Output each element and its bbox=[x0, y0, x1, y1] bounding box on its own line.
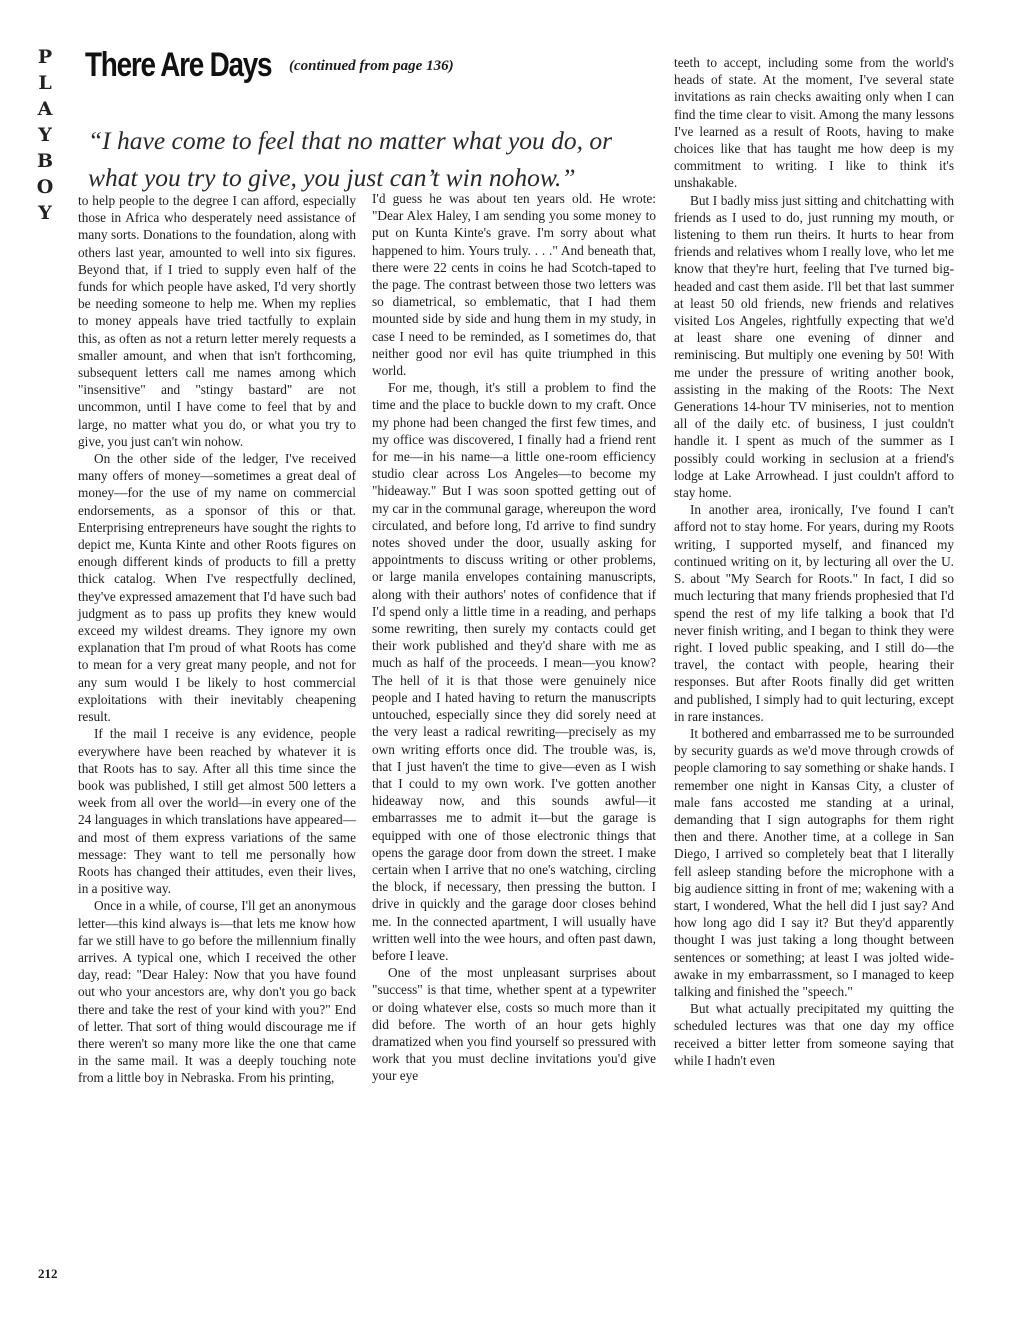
page-number: 212 bbox=[38, 1266, 58, 1281]
masthead-letter: O bbox=[36, 176, 54, 198]
paragraph: It bothered and embarrassed me to be surrounded by security guards as we'd move through crowds of people clamoring to say something or shake hands. I remember one night in Kansas City, a cluster of male fans accosted me standing at a urinal, demanding that I sign autographs for them right then and there. Another time, at a college in San Diego, I arrived so completely beat that I literally fell asleep standing before the microphone with a big audience sitting in front of me; wakening with a start, I wondered, What the hell did I just say? And how long ago did I say it? But they'd apparently thought I was just taking a long thought between sentences or something; at least I was jolted wide-awake in my embarrassment, so I managed to keep talking and finished the "speech." bbox=[674, 725, 954, 999]
article-title: There Are Days bbox=[85, 46, 272, 84]
paragraph: One of the most unpleasant surprises about "success" is that time, whether spent at a typewriter or doing whatever else, costs so much more than it did before. The worth of an hour gets highly dramatized when you find yourself so pressured with work that you must decline invitations you'd give your eye bbox=[372, 965, 656, 1084]
paragraph: For me, though, it's still a problem to find the time and the place to buckle down to my craft. Once my phone had been changed the first few times, and my office was discovered, I finally had a friend rent for me—in his name—a little one-room efficiency studio clear across Los Angeles—to become my "hideaway." But I was soon spotted getting out of my car in the communal garage, whereupon the word circulated, and before long, I'd arrive to find sundry notes shoved under the door, usually asking for appointments to discuss writing or other problems, or large manila envelopes containing manuscripts, along with their authors' notes of confidence that if I'd spend only a little time in a reading, and perhaps some rewriting, then surely my contacts could get their work published and they'd share with me as much as half of the proceeds. I mean—you know? The hell of it is that those were genuinely nice people and I hated having to return the manuscripts untouched, especially since they did sorely need at the very least a radical rewriting—precisely as my own writing efforts once did. The trouble was, is, that I just haven't the time to give—even as I wish that I could to my own work. I've gotten another hideaway now, and this sounds awful—it embarrasses me to admit it—but the garage is equipped with one of those electronic things that opens the garage door from down the street. I make certain when I arrive that no one's watching, circling the block, if necessary, then pressing the button. I drive in quickly and the garage door closes behind me. In the connected apartment, I will usually have written well into the wee hours, and often past dawn, before I leave. bbox=[372, 380, 656, 963]
masthead-letter: Y bbox=[38, 202, 52, 224]
paragraph: But I badly miss just sitting and chitchatting with friends as I used to do, just running my mouth, or listening to them run theirs. It hurts to hear from friends and relatives whom I really love, who let me know that they're hurt, feeling that I've turned big-headed and cast them aside. I'll bet that last summer at least 50 old friends, new friends and relatives visited Los Angeles, rightfully expecting that we'd at least share one evening of dinner and reminiscing. But multiply one evening by 50! With me under the pressure of writing another book, assisting in the making of the Roots: The Next Generations 14-hour TV miniseries, not to mention all of the daily etc. of business, I just couldn't handle it. I spent as much of the summer as I possibly could working in seclusion at a friend's lodge at Lake Arrowhead. I just couldn't afford to stay home. bbox=[674, 192, 954, 501]
column-2 bbox=[372, 190, 656, 1085]
magazine-masthead bbox=[34, 44, 56, 226]
paragraph: In another area, ironically, I've found I can't afford not to stay home. For years, during my Roots writing, I supported myself, and financed my continued writing on it, by lecturing all over the U. S. about "My Search for Roots." In fact, I did so much lecturing that many friends prophesied that I'd spend the rest of my life talking a book that I'd never finish writing, and I began to think they were right. I loved public speaking, and I still do—the travel, the contact with people, hearing their responses. But after Roots finally did get written and published, I simply had to quit lecturing, except in rare instances. bbox=[674, 502, 954, 724]
column-1 bbox=[78, 192, 356, 1087]
continued-note: (continued from page 136) bbox=[289, 58, 454, 74]
paragraph: I'd guess he was about ten years old. He wrote: "Dear Alex Haley, I am sending you some money to put on Kunta Kinte's grave. I'm sorry about what happened to him. Yours truly. . . ." And beneath that, there were 22 cents in coins he had Scotch-taped to the page. The contrast between those two letters was so diametrical, so emblematic, that I had them mounted side by side and hung them in my study, in case I need to be reminded, as I sometimes do, that neither good nor evil has quite triumphed in this world. bbox=[372, 191, 656, 379]
column-3 bbox=[674, 54, 954, 1069]
masthead-letter: P bbox=[37, 46, 53, 68]
article-headline bbox=[85, 46, 454, 85]
masthead-letter: L bbox=[38, 72, 52, 94]
paragraph: teeth to accept, including some from the world's heads of state. At the moment, I've several state invitations as rain checks awaiting only when I can find the time clear to visit. Among the many lessons I've learned as a result of Roots, having to make choices like that has taught me how deep is my commitment to writing. I like to think it's unshakable. bbox=[674, 55, 954, 191]
paragraph: If the mail I receive is any evidence, people everywhere have been reached by whatever it is that Roots has to say. After all this time since the book was published, I still get almost 500 letters a week from all over the world—in every one of the 24 languages in which translations have appeared—and most of them express variations of the same message: They want to tell me personally how Roots has changed their attitudes, even their lives, in a positive way. bbox=[78, 726, 356, 897]
paragraph: Once in a while, of course, I'll get an anonymous letter—this kind always is—that lets me know how far we still have to go before the millennium finally arrives. A typical one, which I received the other day, read: "Dear Haley: Now that you have found out who your ancestors are, why don't you go back there and take the rest of your kind with you?" End of letter. That sort of thing would discourage me if there weren't so many more like the one that came in the same mail. It was a deeply touching note from a little boy in Nebraska. From his printing, bbox=[78, 898, 356, 1086]
pull-quote: “I have come to feel that no matter what you do, or what you try to give, you just can’t win nohow.” bbox=[88, 126, 613, 192]
masthead-letter: B bbox=[36, 150, 54, 172]
masthead-letter: A bbox=[37, 98, 53, 120]
paragraph: to help people to the degree I can afford, especially those in Africa who desperately need assistance of many sorts. Donations to the foundation, along with others last year, amounted to well into six figures. Beyond that, if I tried to supply even half of the funds for which people have asked, I'd very shortly be needing someone to help me. When my replies to money appeals have tried tactfully to explain this, as often as not a return letter merely requests a smaller amount, and when that isn't forthcoming, subsequent letters call me names among which "insensitive" and "stingy bastard" are not uncommon, until I have come to feel that by and large, no matter what you do, or what you try to give, you just can't win nohow. bbox=[78, 193, 356, 449]
paragraph: But what actually precipitated my quitting the scheduled lectures was that one day my office received a bitter letter from someone saying that while I hadn't even bbox=[674, 1001, 954, 1068]
masthead-letter: Y bbox=[38, 124, 52, 146]
paragraph: On the other side of the ledger, I've received many offers of money—sometimes a great deal of money—for the use of my name on commercial endorsements, as a sponsor of this or that. Enterprising entrepreneurs have sought the rights to depict me, Kunta Kinte and other Roots figures on enough different kinds of products to fill a pretty thick catalog. When I've respectfully declined, they've expressed amazement that I'd have such bad judgment as to pass up profits they knew would exceed my wildest dreams. They ignore my own explanation that I'm proud of what Roots has come to mean for a very great many people, and not for any sum would I be likely to host commercial exploitations with their inevitably cheapening result. bbox=[78, 451, 356, 725]
